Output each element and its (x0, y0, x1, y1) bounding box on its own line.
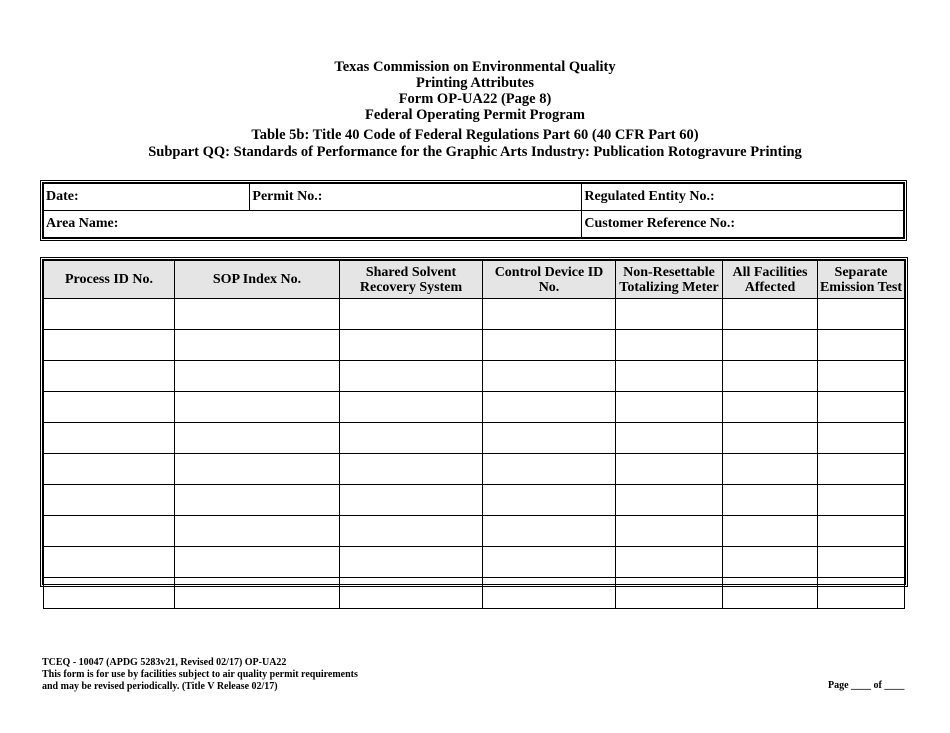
table-cell[interactable] (723, 299, 818, 330)
table-row (44, 485, 905, 516)
permit-number-field[interactable]: Permit No.: (250, 184, 582, 211)
table-cell[interactable] (340, 299, 483, 330)
table-cell[interactable] (175, 485, 340, 516)
table-cell[interactable] (818, 299, 905, 330)
table-title: Table 5b: Title 40 Code of Federal Regulations Part 60 (40 CFR Part 60) (251, 127, 699, 143)
table-cell[interactable] (818, 578, 905, 609)
table-row (44, 547, 905, 578)
table-cell[interactable] (44, 547, 175, 578)
table-cell[interactable] (723, 454, 818, 485)
table-cell[interactable] (818, 485, 905, 516)
page-number: Page ____ of ____ (828, 680, 905, 691)
info-box (40, 180, 907, 241)
footer-revision-note: and may be revised periodically. (Title V Release 02/17) (42, 681, 278, 692)
table-cell[interactable] (818, 516, 905, 547)
column-header: Control Device ID No. (483, 261, 616, 299)
table-cell[interactable] (483, 547, 616, 578)
table-cell[interactable] (175, 578, 340, 609)
table-row (44, 516, 905, 547)
table-cell[interactable] (340, 485, 483, 516)
table-cell[interactable] (483, 299, 616, 330)
table-row (44, 392, 905, 423)
table-cell[interactable] (44, 392, 175, 423)
table-row (44, 578, 905, 609)
data-table-box (40, 257, 908, 587)
table-cell[interactable] (723, 578, 818, 609)
table-cell[interactable] (44, 361, 175, 392)
table-cell[interactable] (44, 330, 175, 361)
table-row (44, 361, 905, 392)
table-cell[interactable] (483, 516, 616, 547)
form-header (0, 59, 950, 161)
table-cell[interactable] (616, 547, 723, 578)
table-cell[interactable] (340, 578, 483, 609)
column-header: Shared Solvent Recovery System (340, 261, 483, 299)
table-cell[interactable] (483, 330, 616, 361)
column-header: Non-Resettable Totalizing Meter (616, 261, 723, 299)
area-name-field[interactable]: Area Name: (44, 211, 582, 238)
table-cell[interactable] (340, 392, 483, 423)
table-cell[interactable] (340, 454, 483, 485)
table-cell[interactable] (175, 392, 340, 423)
table-cell[interactable] (175, 423, 340, 454)
column-header: Separate Emission Test (818, 261, 905, 299)
table-cell[interactable] (616, 578, 723, 609)
table-cell[interactable] (483, 392, 616, 423)
table-row (44, 330, 905, 361)
footer-form-id: TCEQ - 10047 (APDG 5283v21, Revised 02/17) OP-UA22 (42, 657, 287, 668)
table-cell[interactable] (818, 454, 905, 485)
table-cell[interactable] (616, 516, 723, 547)
table-cell[interactable] (175, 299, 340, 330)
table-cell[interactable] (340, 423, 483, 454)
table-cell[interactable] (340, 516, 483, 547)
table-body (44, 299, 905, 609)
table-cell[interactable] (818, 392, 905, 423)
table-cell[interactable] (340, 330, 483, 361)
date-field[interactable]: Date: (44, 184, 250, 211)
table-cell[interactable] (483, 485, 616, 516)
table-cell[interactable] (723, 547, 818, 578)
table-cell[interactable] (44, 299, 175, 330)
agency-name: Texas Commission on Environmental Quality (334, 59, 616, 75)
table-cell[interactable] (340, 361, 483, 392)
table-header-row (44, 261, 905, 299)
table-cell[interactable] (44, 516, 175, 547)
table-cell[interactable] (340, 547, 483, 578)
table-cell[interactable] (616, 454, 723, 485)
table-cell[interactable] (175, 454, 340, 485)
subpart-title: Subpart QQ: Standards of Performance for the Graphic Arts Industry: Publication Rotogravure Printing (148, 144, 802, 160)
regulated-entity-field[interactable]: Regulated Entity No.: (582, 184, 904, 211)
column-header: Process ID No. (44, 261, 175, 299)
table-cell[interactable] (44, 423, 175, 454)
customer-reference-field[interactable]: Customer Reference No.: (582, 211, 904, 238)
table-cell[interactable] (818, 330, 905, 361)
table-cell[interactable] (44, 578, 175, 609)
attributes-title: Printing Attributes (415, 75, 534, 91)
table-row (44, 423, 905, 454)
footer-usage-note: This form is for use by facilities subject to air quality permit requirements (42, 669, 358, 680)
table-cell[interactable] (175, 516, 340, 547)
table-cell[interactable] (483, 578, 616, 609)
table-row (44, 454, 905, 485)
table-cell[interactable] (723, 423, 818, 454)
column-header: All Facilities Affected (723, 261, 818, 299)
table-cell[interactable] (44, 485, 175, 516)
table-cell[interactable] (723, 361, 818, 392)
table-cell[interactable] (616, 485, 723, 516)
form-number: Form OP-UA22 (Page 8) (398, 91, 552, 107)
table-cell[interactable] (483, 361, 616, 392)
table-cell[interactable] (616, 361, 723, 392)
table-cell[interactable] (175, 330, 340, 361)
table-cell[interactable] (818, 361, 905, 392)
table-cell[interactable] (175, 547, 340, 578)
form-footer (42, 657, 358, 693)
table-cell[interactable] (723, 485, 818, 516)
table-cell[interactable] (818, 547, 905, 578)
table-row (44, 299, 905, 330)
table-cell[interactable] (616, 299, 723, 330)
table-cell[interactable] (616, 392, 723, 423)
table-cell[interactable] (818, 423, 905, 454)
program-name: Federal Operating Permit Program (365, 107, 585, 123)
table-cell[interactable] (723, 330, 818, 361)
table-cell[interactable] (175, 361, 340, 392)
table-cell[interactable] (616, 330, 723, 361)
column-header: SOP Index No. (175, 261, 340, 299)
table-cell[interactable] (483, 423, 616, 454)
table-cell[interactable] (44, 454, 175, 485)
table-cell[interactable] (616, 423, 723, 454)
table-cell[interactable] (483, 454, 616, 485)
table-cell[interactable] (723, 392, 818, 423)
table-cell[interactable] (723, 516, 818, 547)
